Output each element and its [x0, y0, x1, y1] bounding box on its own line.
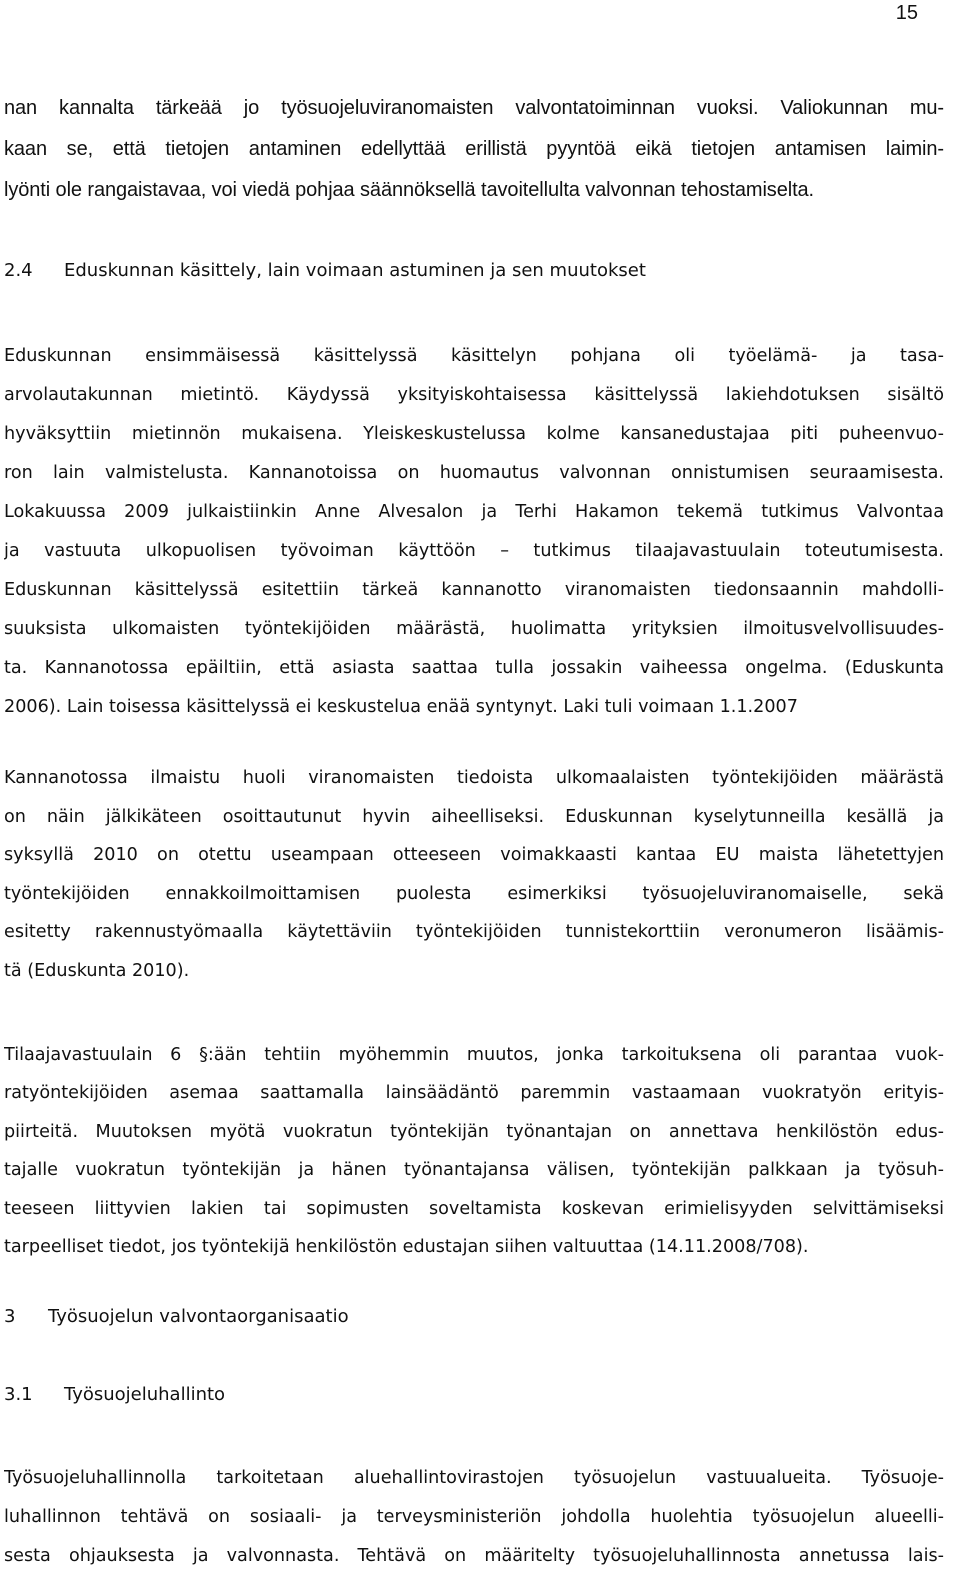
text-line: ron lain valmistelusta. Kannanotoissa on huomautus valvonnan onnistumisen seuraamisesta. [4, 463, 944, 483]
text-line: Kannanotossa ilmaistu huoli viranomaisten tiedoista ulkomaalaisten työntekijöiden määrästä [4, 768, 944, 788]
text-line: Työsuojeluhallinnolla tarkoitetaan aluehallintovirastojen työsuojelun vastuualueita. Työsuoje- [4, 1468, 944, 1488]
text-line: lyönti ole rangaistavaa, voi viedä pohjaa säännöksellä tavoitellulta valvonnan tehostamiselta. [4, 179, 815, 201]
text-line: nan kannalta tärkeää jo työsuojeluviranomaisten valvontatoiminnan vuoksi. Valiokunnan mu- [4, 97, 944, 119]
text-line: ja vastuuta ulkopuolisen työvoiman käyttöön – tutkimus tilaajavastuulain toteutumisesta. [4, 541, 944, 561]
heading-title: Työsuojeluhallinto [64, 1384, 226, 1405]
text-line: Eduskunnan ensimmäisessä käsittelyssä käsittelyn pohjana oli työelämä- ja tasa- [4, 346, 944, 366]
paragraph-kannanotossa [4, 759, 944, 991]
text-line: piirteitä. Muutoksen myötä vuokratun työntekijän työnantajan on annettava henkilöstön edus- [4, 1121, 944, 1142]
text-line: sesta ohjauksesta ja valvonnasta. Tehtävä on määritelty työsuojeluhallinnosta annetussa lais- [4, 1546, 944, 1566]
paragraph-tilaajavastuulaki [4, 1036, 944, 1266]
heading-title: Työsuojelun valvontaorganisaatio [48, 1306, 349, 1327]
text-line: tarpeelliset tiedot, jos työntekijä henkilöstön edustajan siihen valtuuttaa (14.11.2008/708). [4, 1237, 809, 1258]
paragraph-eduskunnan-kasittely [4, 337, 944, 727]
text-line: luhallinnon tehtävä on sosiaali- ja terveysministeriön johdolla huolehtia työsuojelun alueelli- [4, 1507, 944, 1527]
heading-number: 3.1 [4, 1384, 33, 1405]
text-line: 2006). Lain toisessa käsittelyssä ei keskustelua enää syntynyt. Laki tuli voimaan 1.1.2007 [4, 697, 798, 717]
heading-number: 2.4 [4, 260, 33, 281]
paragraph-intro [4, 88, 944, 211]
text-line: Tilaajavastuulain 6 §:ään tehtiin myöhemmin muutos, jonka tarkoituksena oli parantaa vuok- [4, 1045, 944, 1065]
heading-number: 3 [4, 1306, 16, 1327]
section-heading-2-4 [4, 260, 646, 281]
heading-title: Eduskunnan käsittely, lain voimaan astuminen ja sen muutokset [64, 260, 646, 281]
text-line: tä (Eduskunta 2010). [4, 960, 190, 981]
text-line: ta. Kannanotossa epäiltiin, että asiasta saattaa tulla jossakin vaiheessa ongelma. (Eduskunta [4, 658, 944, 678]
section-heading-3-1 [4, 1384, 225, 1405]
text-line: hyväksyttiin mietinnön mukaisena. Yleiskeskustelussa kolme kansanedustajaa piti puheenvuo- [4, 424, 944, 444]
paragraph-tyosuojeluhallinto [4, 1459, 944, 1576]
text-line: Lokakuussa 2009 julkaistiinkin Anne Alvesalon ja Terhi Hakamon tekemä tutkimus Valvontaa [4, 502, 944, 522]
text-line: on näin jälkikäteen osoittautunut hyvin aiheelliseksi. Eduskunnan kyselytunneilla kesällä ja [4, 806, 944, 827]
text-line: työntekijöiden ennakkoilmoittamisen puolesta esimerkiksi työsuojeluviranomaiselle, sekä [4, 883, 944, 904]
text-line: ratyöntekijöiden asemaa saattamalla lainsäädäntö paremmin vastaamaan vuokratyön erityis- [4, 1083, 944, 1104]
text-line: syksyllä 2010 on otettu useampaan otteeseen voimakkaasti kantaa EU maista lähetettyjen [4, 845, 944, 866]
text-line: esitetty rakennustyömaalla käytettäviin työntekijöiden tunnistekorttiin veronumeron lisäämis- [4, 922, 944, 943]
text-line: suuksista ulkomaisten työntekijöiden määrästä, huolimatta yrityksien ilmoitusvelvollisuudes- [4, 619, 944, 639]
text-line: teeseen liittyvien lakien tai sopimusten soveltamista koskevan erimielisyyden selvittämiseksi [4, 1198, 944, 1219]
text-line: kaan se, että tietojen antaminen edellyttää erillistä pyyntöä eikä tietojen antamisen laimin- [4, 138, 944, 160]
text-line: tajalle vuokratun työntekijän ja hänen työnantajansa välisen, työntekijän palkkaan ja työsuh- [4, 1160, 944, 1181]
text-line: Eduskunnan käsittelyssä esitettiin tärkeä kannanotto viranomaisten tiedonsaannin mahdolli- [4, 580, 944, 600]
section-heading-3 [4, 1306, 349, 1327]
text-line: arvolautakunnan mietintö. Käydyssä yksityiskohtaisessa käsittelyssä lakiehdotuksen sisältö [4, 385, 944, 405]
page-number: 15 [895, 2, 918, 24]
